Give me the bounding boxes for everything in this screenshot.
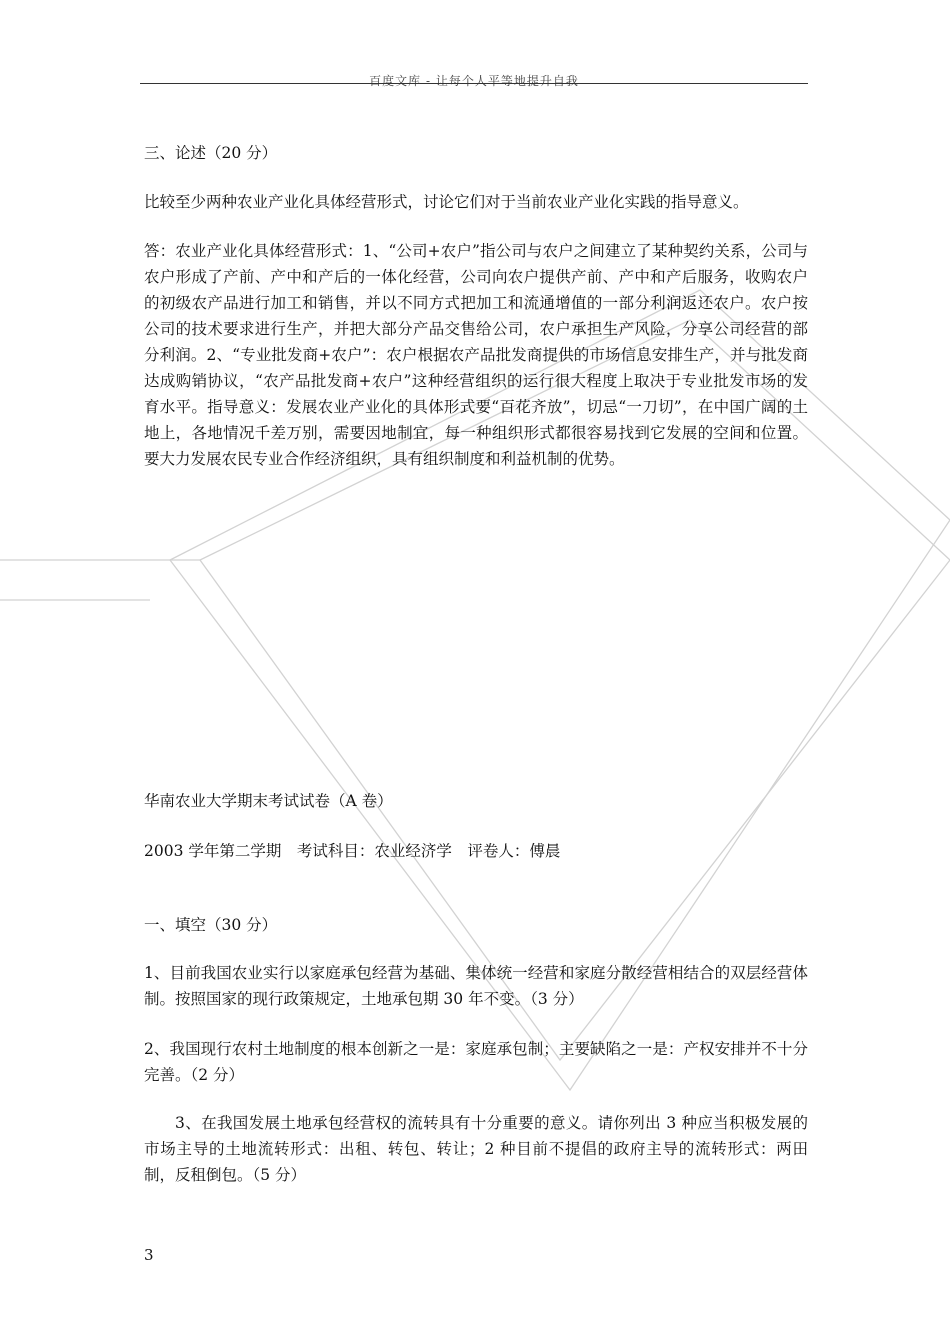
section-3-question: 比较至少两种农业产业化具体经营形式，讨论它们对于当前农业产业化实践的指导意义。 [144,193,749,211]
section-1-title: 一、填空（30 分） [144,916,278,934]
section-3-answer: 答：农业产业化具体经营形式：1、“公司+农户”指公司与农户之间建立了某种契约关系，公司与农户形成了产前、产中和产后的一体化经营，公司向农户提供产前、产中和产后服务，收购农户的初级农产品进行加工和销售，并以不同方式把加工和流通增值的一部分利润返还农户。农户按公司的技术要求进行生产，并把大部分产品交售给公司，农户承担生产风险，分享公司经营的部分利润。2、“专业批发商+农户”：农户根据农产品批发商提供的市场信息安排生产，并与批发商达成购销协议，“农产品批发商+农户”这种经营组织的运行很大程度上取决于专业批发市场的发育水平。指导意义：发展农业产业化的具体形式要“百花齐放”，切忌“一刀切”，在中国广阔的土地上，各地情况千差万别，需要因地制宜，每一种组织形式都很容易找到它发展的空间和位置。要大力发展农民专业合作经济组织，具有组织制度和利益机制的优势。 [144,242,808,468]
fill-in-item-2: 2、我国现行农村土地制度的根本创新之一是：家庭承包制；主要缺陷之一是：产权安排并不十分完善。（2 分） [144,1040,808,1084]
exam-title: 华南农业大学期末考试试卷（A 卷） [144,792,393,810]
exam-meta: 2003 学年第二学期 考试科目：农业经济学 评卷人：傅晨 [144,842,561,860]
document-header: 百度文库 - 让每个人平等地提升自我 [369,74,579,88]
section-3-title: 三、论述（20 分） [144,144,278,162]
page-number: 3 [144,1246,154,1264]
fill-in-item-1: 1、目前我国农业实行以家庭承包经营为基础、集体统一经营和家庭分散经营相结合的双层经营体制。按照国家的现行政策规定，土地承包期 30 年不变。（3 分） [144,964,808,1008]
header-rule [140,83,808,84]
fill-in-item-3: 3、在我国发展土地承包经营权的流转具有十分重要的意义。请你列出 3 种应当积极发展的市场主导的土地流转形式：出租、转包、转让；2 种目前不提倡的政府主导的流转形式：两田制，反租倒包。（5 分） [144,1114,808,1184]
